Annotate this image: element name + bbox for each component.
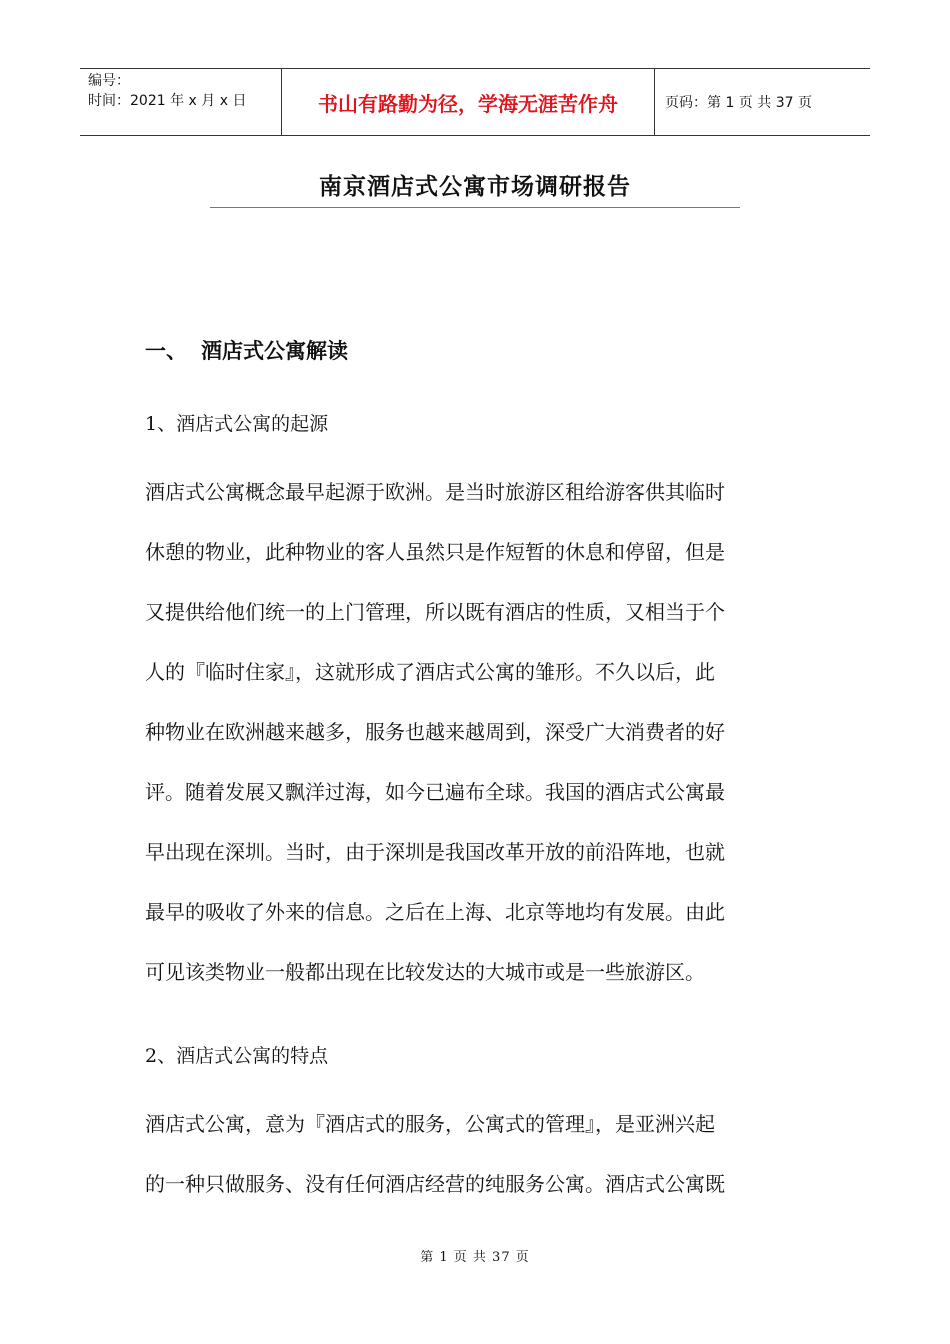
section-heading-text: 酒店式公寓解读 [201,338,348,363]
paragraph-line: 可见该类物业一般都出现在比较发达的大城市或是一些旅游区。 [145,960,705,984]
document-body [145,330,805,1214]
header-motto: 书山有路勤为径，学海无涯苦作舟 [282,69,655,135]
paragraph-line: 评。随着发展又飘洋过海，如今已遍布全球。我国的酒店式公寓最 [145,780,725,804]
paragraph-line: 种物业在欧洲越来越多，服务也越来越周到，深受广大消费者的好 [145,720,725,744]
document-title: 南京酒店式公寓市场调研报告 [319,173,631,200]
section-number: 一、 [145,338,187,363]
paragraph-line: 酒店式公寓，意为『酒店式的服务，公寓式的管理』，是亚洲兴起 [145,1112,715,1136]
paragraph-line: 的一种只做服务、没有任何酒店经营的纯服务公寓。酒店式公寓既 [145,1172,725,1196]
header-meta [80,69,282,135]
paragraph-origin [145,462,805,1002]
paragraph-line: 又提供给他们统一的上门管理，所以既有酒店的性质，又相当于个 [145,600,725,624]
title-underline [210,207,740,208]
number-label: 编号： [88,73,130,89]
page-header [80,68,870,136]
paragraph-line: 最早的吸收了外来的信息。之后在上海、北京等地均有发展。由此 [145,900,725,924]
time-label: 时间：2021 年 x 月 x 日 [88,93,247,109]
section-heading [145,330,805,370]
subheading-origin: 1、酒店式公寓的起源 [145,413,329,435]
page-footer: 第 1 页 共 37 页 [420,1250,530,1265]
header-page-info: 页码：第 1 页 共 37 页 [665,95,812,111]
subheading-features: 2、酒店式公寓的特点 [145,1045,329,1067]
paragraph-line: 早出现在深圳。当时，由于深圳是我国改革开放的前沿阵地，也就 [145,840,725,864]
paragraph-line: 人的『临时住家』，这就形成了酒店式公寓的雏形。不久以后，此 [145,660,715,684]
paragraph-line: 酒店式公寓概念最早起源于欧洲。是当时旅游区租给游客供其临时 [145,480,725,504]
paragraph-line: 休憩的物业，此种物业的客人虽然只是作短暂的休息和停留，但是 [145,540,725,564]
paragraph-features [145,1094,805,1214]
